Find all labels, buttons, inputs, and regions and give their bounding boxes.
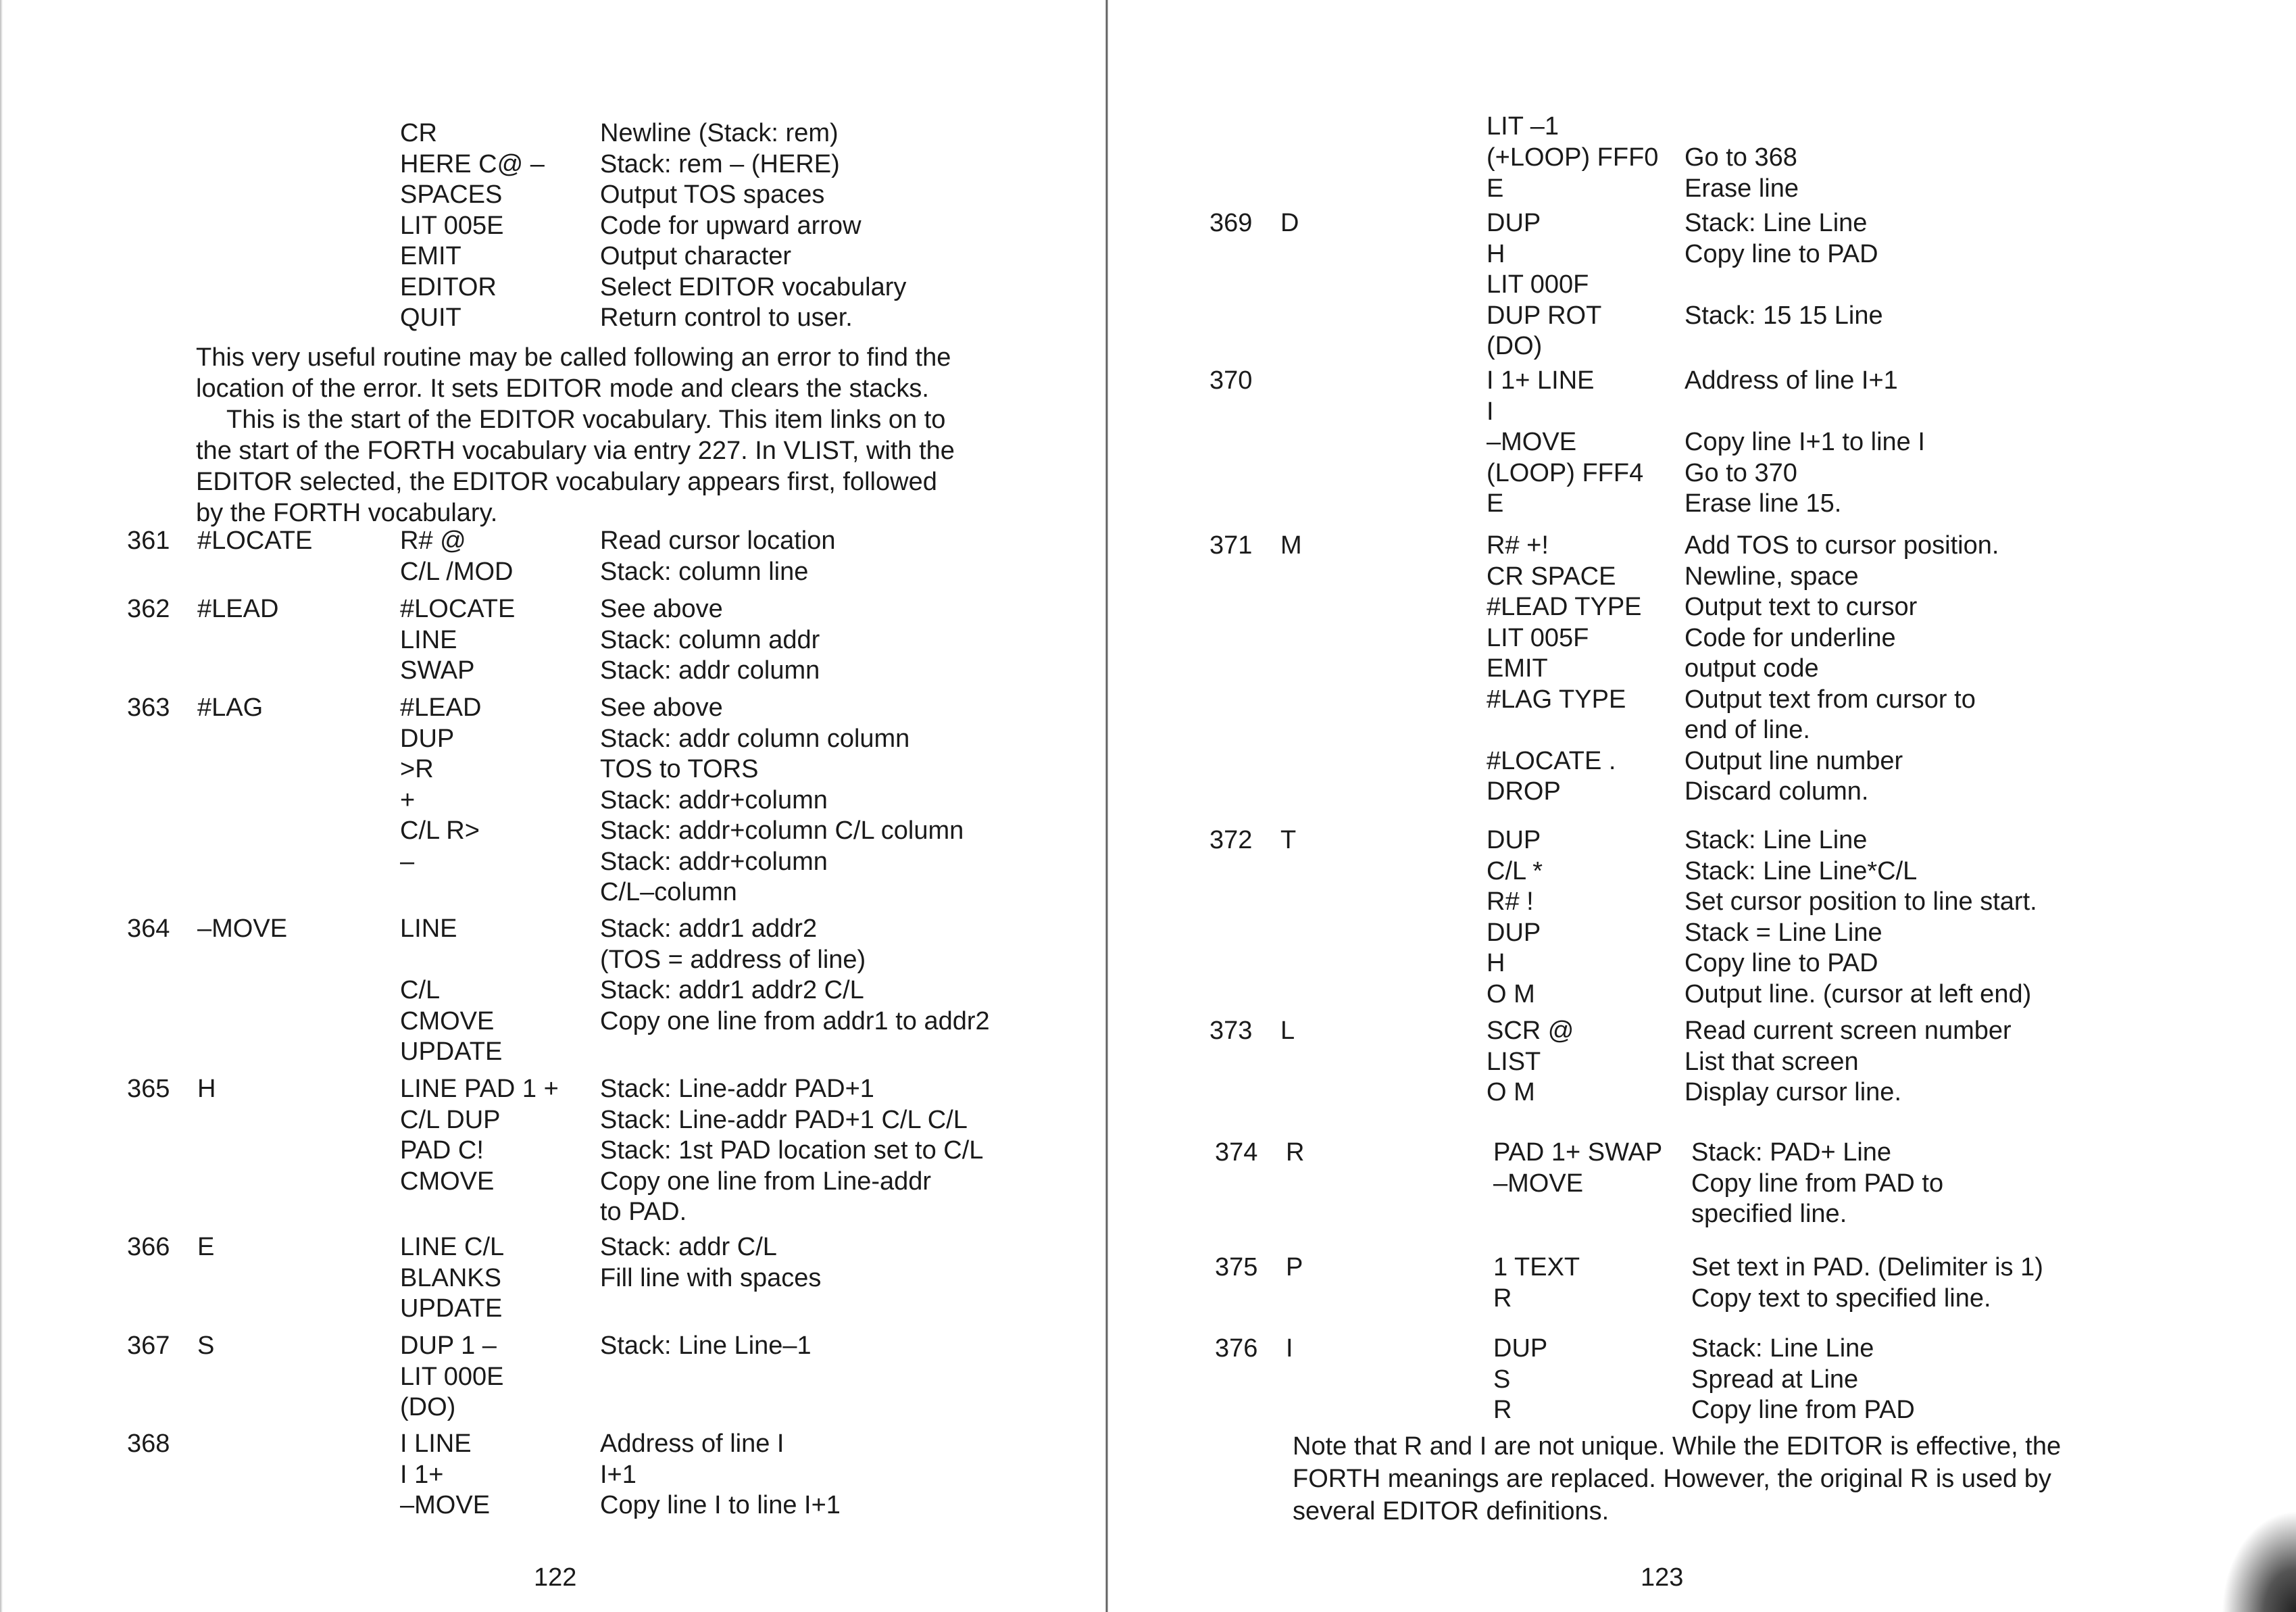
code-description: Stack: Line Line bbox=[1684, 209, 1868, 237]
code-description: Stack: Line Line*C/L bbox=[1684, 856, 1918, 885]
code-description: Address of line I bbox=[600, 1430, 784, 1458]
code-op: BLANKS bbox=[400, 1263, 501, 1292]
code-op: 1 TEXT bbox=[1493, 1253, 1580, 1281]
code-op: C/L bbox=[400, 976, 441, 1004]
left-page bbox=[0, 0, 1108, 1612]
code-op: – bbox=[400, 847, 415, 876]
entry-word: L bbox=[1280, 1017, 1295, 1045]
code-op: R# ! bbox=[1487, 887, 1534, 916]
code-op: #LOCATE bbox=[400, 595, 516, 623]
code-description: Output character bbox=[600, 242, 792, 270]
entry-number: 365 bbox=[127, 1075, 170, 1103]
code-op: QUIT bbox=[400, 303, 461, 332]
code-op: I 1+ LINE bbox=[1487, 366, 1595, 395]
code-description: Display cursor line. bbox=[1684, 1078, 1901, 1106]
code-op: –MOVE bbox=[1493, 1169, 1584, 1198]
code-op: (+LOOP) FFF0 bbox=[1487, 143, 1659, 172]
code-op: LINE bbox=[400, 625, 457, 654]
entry-word: –MOVE bbox=[197, 914, 288, 943]
code-op: + bbox=[400, 785, 416, 814]
paragraph-line: This is the start of the EDITOR vocabulary. This item links on to bbox=[226, 406, 946, 434]
code-description: Set cursor position to line start. bbox=[1684, 887, 2037, 916]
code-description: Discard column. bbox=[1684, 777, 1869, 806]
code-description: Stack: Line-addr PAD+1 C/L C/L bbox=[600, 1105, 968, 1134]
code-description: Spread at Line bbox=[1691, 1365, 1859, 1394]
code-description: Read current screen number bbox=[1684, 1017, 2012, 1045]
note-line: several EDITOR definitions. bbox=[1293, 1497, 1609, 1525]
code-op: DUP bbox=[1493, 1334, 1548, 1363]
code-description: Stack: addr C/L bbox=[600, 1233, 777, 1261]
code-op: (DO) bbox=[400, 1393, 456, 1421]
code-description: Set text in PAD. (Delimiter is 1) bbox=[1691, 1253, 2043, 1281]
code-op: CR SPACE bbox=[1487, 562, 1616, 591]
code-op: –MOVE bbox=[400, 1491, 491, 1519]
code-description: Copy line I to line I+1 bbox=[600, 1491, 841, 1519]
code-description: end of line. bbox=[1684, 716, 1810, 744]
page-number: 122 bbox=[534, 1563, 577, 1592]
code-op: #LEAD TYPE bbox=[1487, 593, 1642, 621]
code-op: E bbox=[1487, 489, 1504, 518]
paragraph-line: location of the error. It sets EDITOR mode and clears the stacks. bbox=[196, 374, 929, 403]
code-description: Output TOS spaces bbox=[600, 180, 825, 209]
code-description: Stack: 15 15 Line bbox=[1684, 301, 1883, 330]
code-op: C/L R> bbox=[400, 816, 480, 845]
code-description: I+1 bbox=[600, 1460, 637, 1489]
code-op: #LAG TYPE bbox=[1487, 685, 1626, 714]
code-description: Go to 368 bbox=[1684, 143, 1797, 172]
code-op: DUP 1 – bbox=[400, 1332, 497, 1360]
paragraph-line: the start of the FORTH vocabulary via entry 227. In VLIST, with the bbox=[196, 437, 955, 465]
code-description: Go to 370 bbox=[1684, 458, 1797, 487]
code-description: Read cursor location bbox=[600, 527, 836, 555]
code-op: DUP bbox=[1487, 826, 1541, 854]
code-description: to PAD. bbox=[600, 1198, 687, 1226]
code-description: Stack: PAD+ Line bbox=[1691, 1138, 1892, 1167]
code-op: C/L DUP bbox=[400, 1105, 501, 1134]
code-op: C/L /MOD bbox=[400, 557, 514, 586]
code-description: Copy text to specified line. bbox=[1691, 1284, 1991, 1313]
right-page bbox=[1108, 0, 2296, 1612]
entry-word: E bbox=[197, 1233, 215, 1261]
code-op: DUP ROT bbox=[1487, 301, 1602, 330]
code-description: (TOS = address of line) bbox=[600, 945, 866, 974]
code-description: Stack: addr1 addr2 bbox=[600, 914, 818, 943]
entry-number: 369 bbox=[1209, 209, 1253, 237]
code-description: Stack: addr+column bbox=[600, 785, 828, 814]
entry-word: #LEAD bbox=[197, 595, 279, 623]
code-description: Stack: rem – (HERE) bbox=[600, 149, 840, 178]
code-description: Output text to cursor bbox=[1684, 593, 1918, 621]
entry-number: 367 bbox=[127, 1332, 170, 1360]
code-description: Fill line with spaces bbox=[600, 1263, 822, 1292]
code-description: Return control to user. bbox=[600, 303, 853, 332]
code-op: R bbox=[1493, 1396, 1512, 1424]
code-op: H bbox=[1487, 949, 1505, 977]
code-op: DUP bbox=[1487, 209, 1541, 237]
entry-number: 361 bbox=[127, 527, 170, 555]
code-op: LINE bbox=[400, 914, 457, 943]
code-description: List that screen bbox=[1684, 1047, 1859, 1076]
code-description: Copy one line from addr1 to addr2 bbox=[600, 1006, 990, 1035]
entry-word: H bbox=[197, 1075, 216, 1103]
code-op: (DO) bbox=[1487, 332, 1543, 360]
code-description: Stack: addr1 addr2 C/L bbox=[600, 976, 864, 1004]
code-description: Copy line to PAD bbox=[1684, 949, 1878, 977]
code-op: (LOOP) FFF4 bbox=[1487, 458, 1644, 487]
code-description: Add TOS to cursor position. bbox=[1684, 531, 1999, 560]
code-description: Newline, space bbox=[1684, 562, 1859, 591]
entry-number: 366 bbox=[127, 1233, 170, 1261]
code-description: Stack: addr column bbox=[600, 656, 820, 685]
code-op: –MOVE bbox=[1487, 428, 1577, 456]
code-description: Stack: column addr bbox=[600, 625, 820, 654]
code-description: Stack: Line Line bbox=[1684, 826, 1868, 854]
entry-number: 374 bbox=[1215, 1138, 1258, 1167]
entry-number: 372 bbox=[1209, 826, 1253, 854]
code-description: Select EDITOR vocabulary bbox=[600, 272, 907, 301]
code-description: Output line number bbox=[1684, 746, 1903, 775]
page-corner-shadow bbox=[2222, 1511, 2296, 1612]
entry-number: 371 bbox=[1209, 531, 1253, 560]
code-description: C/L–column bbox=[600, 878, 737, 906]
code-description: Stack: addr+column bbox=[600, 847, 828, 876]
code-op: LINE C/L bbox=[400, 1233, 505, 1261]
code-description: Stack: Line Line bbox=[1691, 1334, 1874, 1363]
code-op: PAD 1+ SWAP bbox=[1493, 1138, 1663, 1167]
code-op: EMIT bbox=[1487, 654, 1548, 683]
code-op: CMOVE bbox=[400, 1006, 495, 1035]
entry-word: T bbox=[1280, 826, 1297, 854]
note-line: Note that R and I are not unique. While the EDITOR is effective, the bbox=[1293, 1432, 2062, 1461]
code-description: Copy one line from Line-addr bbox=[600, 1167, 932, 1196]
code-op: EMIT bbox=[400, 242, 461, 270]
code-description: Stack: Line Line–1 bbox=[600, 1332, 812, 1360]
entry-number: 364 bbox=[127, 914, 170, 943]
code-description: Code for underline bbox=[1684, 623, 1896, 652]
code-description: Stack: addr+column C/L column bbox=[600, 816, 964, 845]
paragraph-line: EDITOR selected, the EDITOR vocabulary appears first, followed bbox=[196, 468, 937, 496]
code-op: LINE PAD 1 + bbox=[400, 1075, 559, 1103]
code-op: S bbox=[1493, 1365, 1511, 1394]
code-op: UPDATE bbox=[400, 1037, 503, 1066]
code-op: #LOCATE . bbox=[1487, 746, 1616, 775]
code-op: CR bbox=[400, 119, 437, 147]
code-description: Stack: column line bbox=[600, 557, 809, 586]
code-op: CMOVE bbox=[400, 1167, 495, 1196]
code-description: Copy line from PAD bbox=[1691, 1396, 1915, 1424]
code-op: UPDATE bbox=[400, 1294, 503, 1323]
entry-number: 363 bbox=[127, 693, 170, 722]
code-op: DUP bbox=[400, 724, 455, 753]
entry-number: 376 bbox=[1215, 1334, 1258, 1363]
code-description: Stack: 1st PAD location set to C/L bbox=[600, 1136, 984, 1165]
code-description: Code for upward arrow bbox=[600, 211, 862, 240]
code-op: #LEAD bbox=[400, 693, 482, 722]
code-op: LIT 000E bbox=[400, 1362, 504, 1391]
code-description: Address of line I+1 bbox=[1684, 366, 1898, 395]
code-description: Copy line I+1 to line I bbox=[1684, 428, 1925, 456]
code-op: SPACES bbox=[400, 180, 503, 209]
code-op: I LINE bbox=[400, 1430, 472, 1458]
entry-number: 368 bbox=[127, 1430, 170, 1458]
entry-word: R bbox=[1286, 1138, 1305, 1167]
code-description: Output line. (cursor at left end) bbox=[1684, 979, 2032, 1008]
entry-number: 373 bbox=[1209, 1017, 1253, 1045]
entry-word: I bbox=[1286, 1334, 1293, 1363]
code-op: C/L * bbox=[1487, 856, 1543, 885]
code-op: >R bbox=[400, 755, 434, 783]
code-op: SWAP bbox=[400, 656, 475, 685]
code-description: Stack = Line Line bbox=[1684, 918, 1882, 947]
code-op: PAD C! bbox=[400, 1136, 484, 1165]
code-description: Stack: addr column column bbox=[600, 724, 910, 753]
code-op: O M bbox=[1487, 1078, 1535, 1106]
entry-word: M bbox=[1280, 531, 1302, 560]
code-op: DROP bbox=[1487, 777, 1561, 806]
entry-word: D bbox=[1280, 209, 1299, 237]
code-op: LIT –1 bbox=[1487, 112, 1559, 141]
code-description: output code bbox=[1684, 654, 1819, 683]
code-op: LIST bbox=[1487, 1047, 1541, 1076]
code-op: LIT 005E bbox=[400, 211, 504, 240]
code-description: Copy line from PAD to bbox=[1691, 1169, 1944, 1198]
entry-word: P bbox=[1286, 1253, 1303, 1281]
code-op: H bbox=[1487, 239, 1505, 268]
paragraph-line: by the FORTH vocabulary. bbox=[196, 499, 498, 527]
code-op: SCR @ bbox=[1487, 1017, 1574, 1045]
code-description: Erase line bbox=[1684, 174, 1799, 203]
entry-number: 362 bbox=[127, 595, 170, 623]
entry-word: S bbox=[197, 1332, 215, 1360]
entry-word: #LOCATE bbox=[197, 527, 313, 555]
code-description: See above bbox=[600, 595, 723, 623]
code-description: TOS to TORS bbox=[600, 755, 759, 783]
code-op: O M bbox=[1487, 979, 1535, 1008]
code-op: R# +! bbox=[1487, 531, 1549, 560]
code-op: E bbox=[1487, 174, 1504, 203]
code-description: Stack: Line-addr PAD+1 bbox=[600, 1075, 874, 1103]
code-op: I 1+ bbox=[400, 1460, 444, 1489]
code-op: R bbox=[1493, 1284, 1512, 1313]
code-description: Erase line 15. bbox=[1684, 489, 1842, 518]
code-description: Copy line to PAD bbox=[1684, 239, 1878, 268]
code-op: DUP bbox=[1487, 918, 1541, 947]
code-description: Newline (Stack: rem) bbox=[600, 119, 839, 147]
code-op: R# @ bbox=[400, 527, 466, 555]
note-line: FORTH meanings are replaced. However, the original R is used by bbox=[1293, 1465, 2051, 1493]
code-description: Output text from cursor to bbox=[1684, 685, 1976, 714]
code-op: LIT 005F bbox=[1487, 623, 1589, 652]
entry-word: #LAG bbox=[197, 693, 264, 722]
code-op: HERE C@ – bbox=[400, 149, 545, 178]
code-op: LIT 000F bbox=[1487, 270, 1589, 299]
code-description: See above bbox=[600, 693, 723, 722]
paragraph-line: This very useful routine may be called following an error to find the bbox=[196, 343, 951, 372]
entry-number: 375 bbox=[1215, 1253, 1258, 1281]
page-number: 123 bbox=[1641, 1563, 1684, 1592]
code-op: EDITOR bbox=[400, 272, 497, 301]
code-op: I bbox=[1487, 397, 1494, 426]
code-description: specified line. bbox=[1691, 1200, 1847, 1228]
entry-number: 370 bbox=[1209, 366, 1253, 395]
